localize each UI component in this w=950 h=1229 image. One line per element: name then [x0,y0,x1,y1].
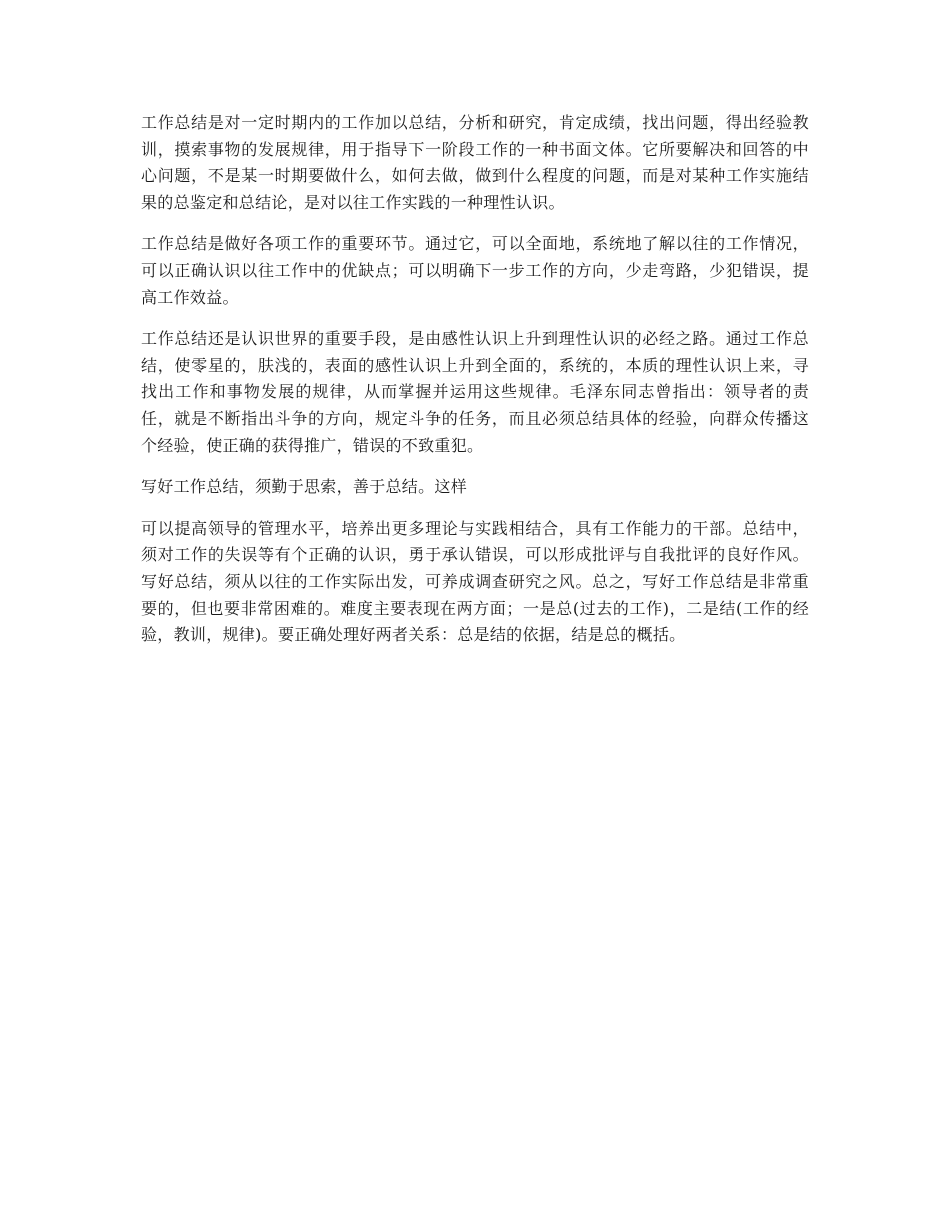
paragraph-4: 写好工作总结，须勤于思索，善于总结。这样 [141,477,468,497]
paragraph-5: 可以提高领导的管理水平，培养出更多理论与实践相结合，具有工作能力的干部。总结中，须对工作的失误等有个正确的认识，勇于承认错误，可以形成批评与自我批评的良好作风。写好总结，须从以往的工作实际出发，可养成调查研究之风。总之，写好工作总结是非常重要的，但也要非常困难的。难度主要表现在两方面；一是总(过去的工作)，二是结(工作的经验，教训，规律)。要正确处理好两者关系：总是结的依据，结是总的概括。 [141,518,809,645]
document-body [141,110,809,664]
paragraph-2: 工作总结是做好各项工作的重要环节。通过它，可以全面地，系统地了解以往的工作情况，可以正确认识以往工作中的优缺点；可以明确下一步工作的方向，少走弯路，少犯错误，提高工作效益。 [141,234,809,307]
paragraph-3: 工作总结还是认识世界的重要手段，是由感性认识上升到理性认识的必经之路。通过工作总结，使零星的，肤浅的，表面的感性认识上升到全面的，系统的，本质的理性认识上来，寻找出工作和事物发展的规律，从而掌握并运用这些规律。毛泽东同志曾指出：领导者的责任，就是不断指出斗争的方向，规定斗争的任务，而且必须总结具体的经验，向群众传播这个经验，使正确的获得推广，错误的不致重犯。 [141,329,809,455]
paragraph-1: 工作总结是对一定时期内的工作加以总结，分析和研究，肯定成绩，找出问题，得出经验教训，摸索事物的发展规律，用于指导下一阶段工作的一种书面文体。它所要解决和回答的中心问题，不是某一时期要做什么，如何去做，做到什么程度的问题，而是对某种工作实施结果的总鉴定和总结论，是对以往工作实践的一种理性认识。 [141,113,809,212]
